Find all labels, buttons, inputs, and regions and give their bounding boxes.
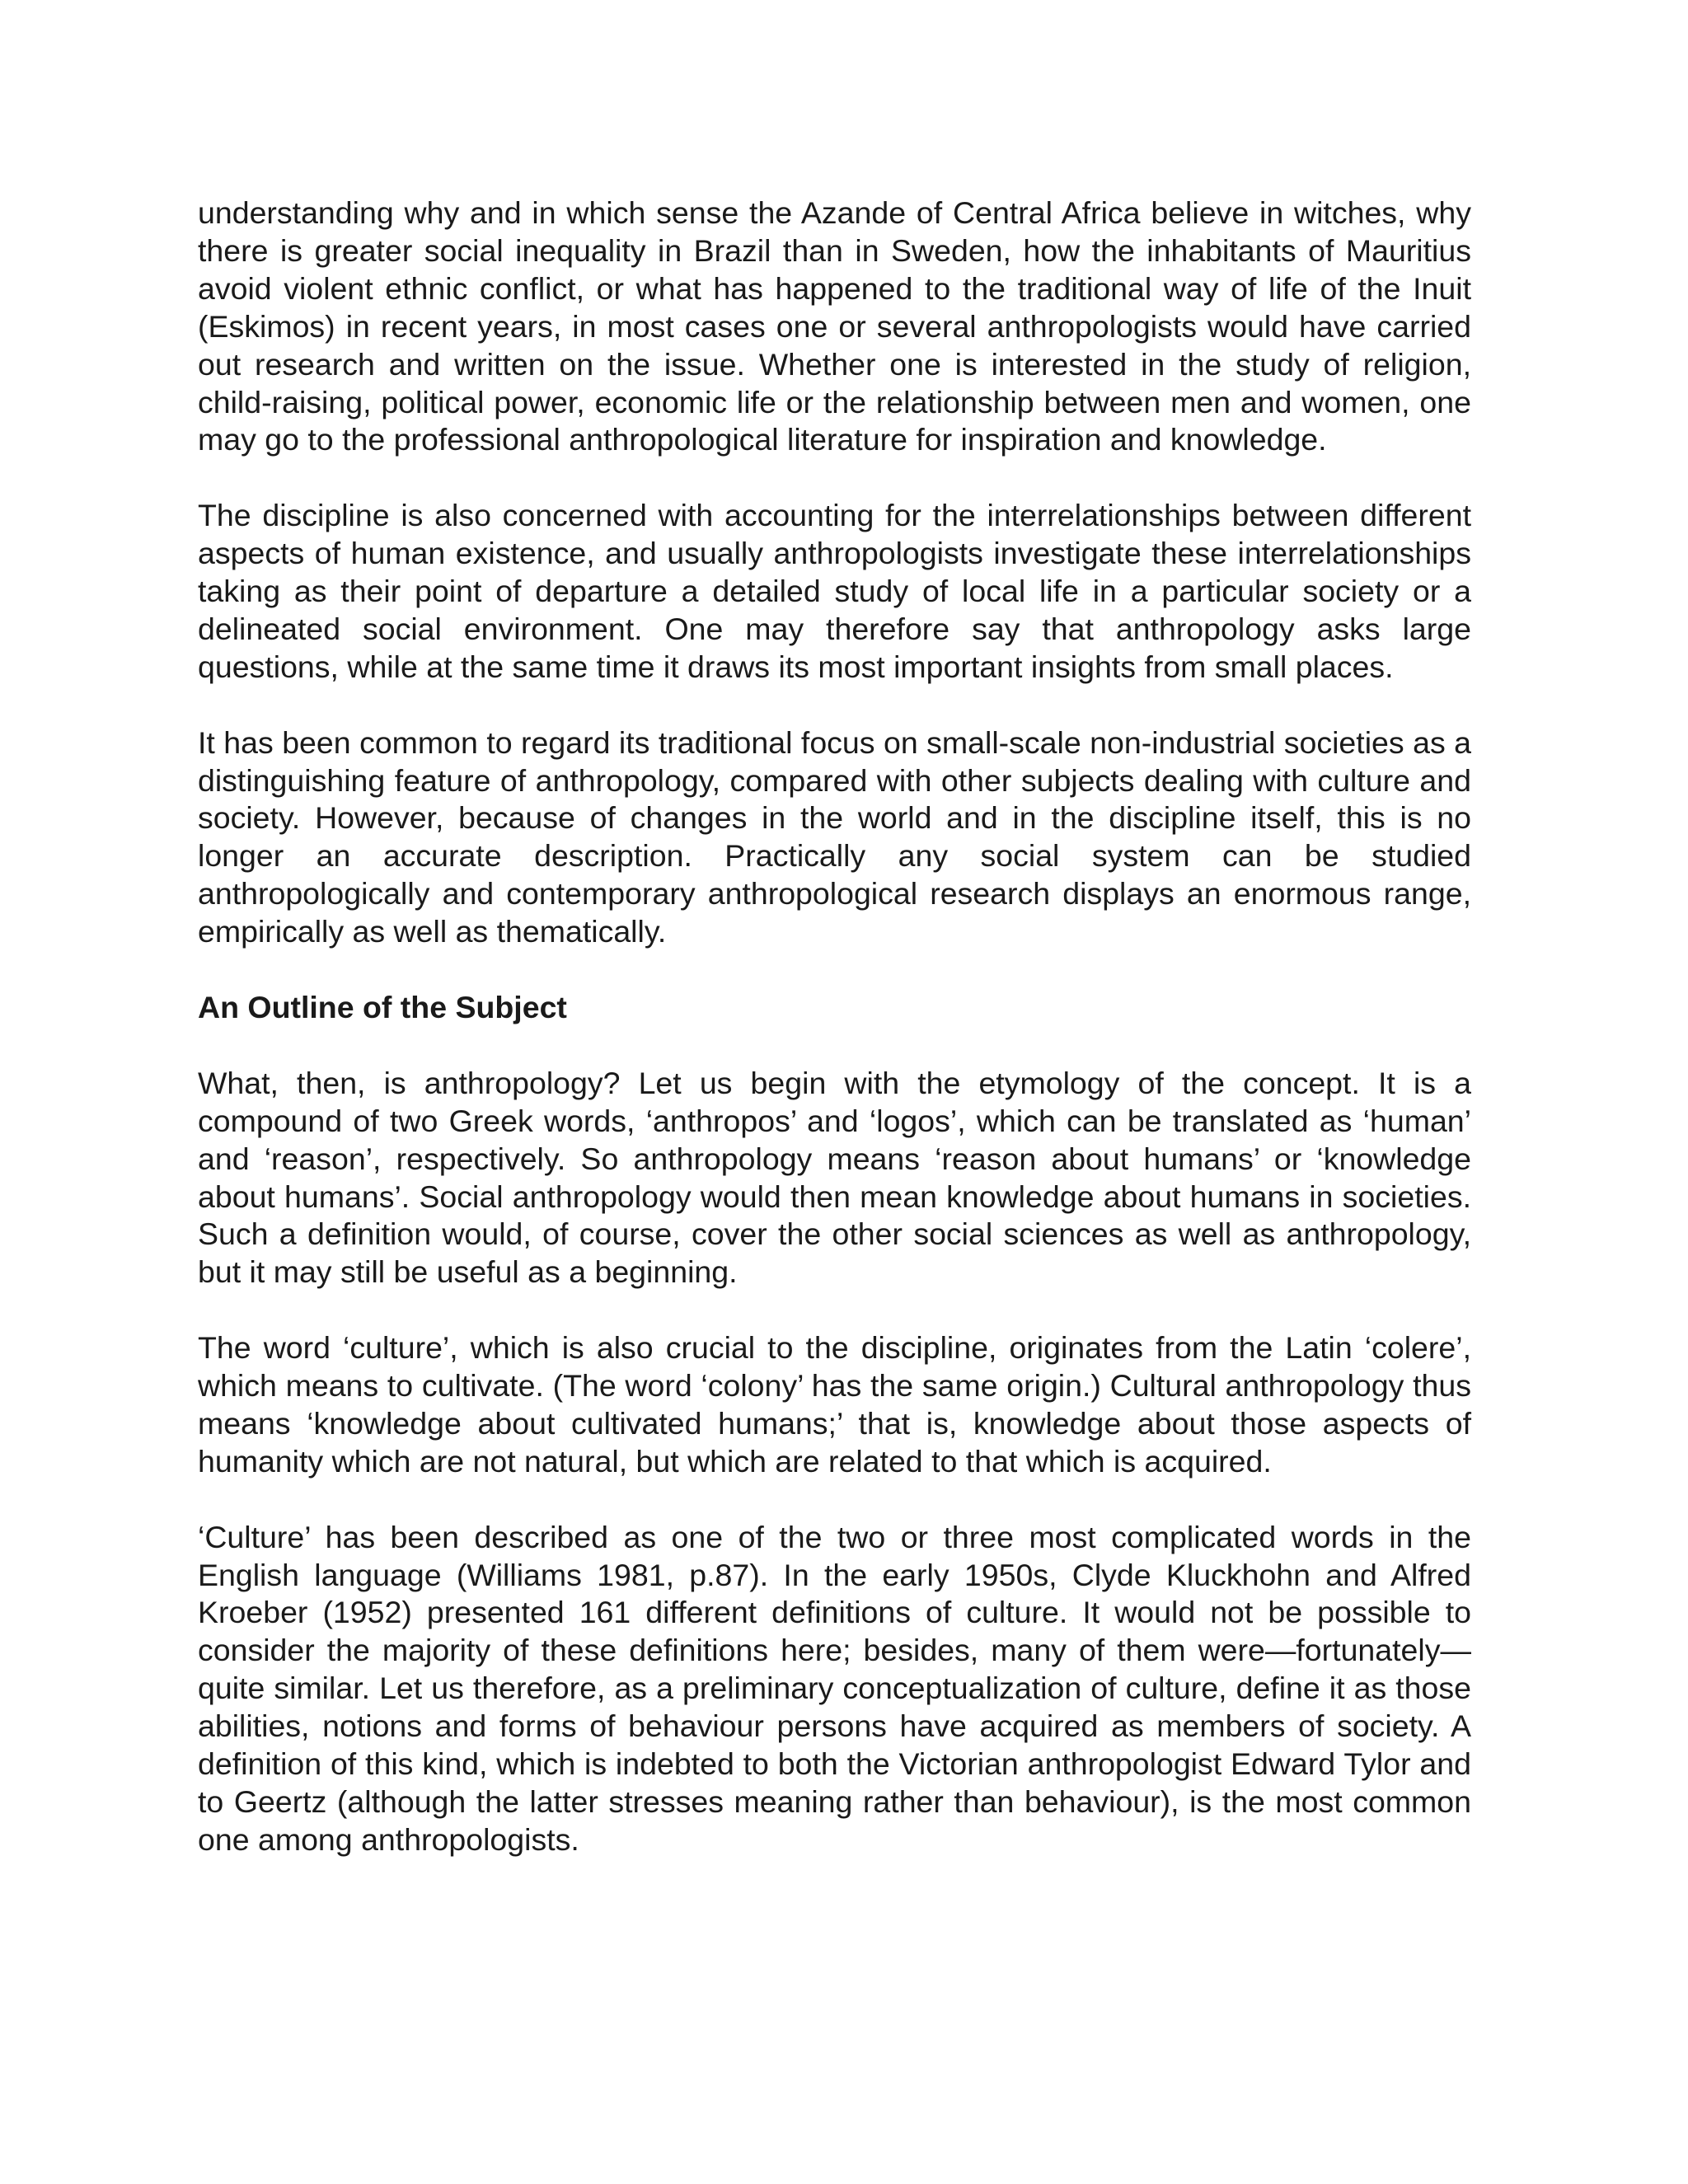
section-heading: An Outline of the Subject	[198, 989, 567, 1024]
paragraph-culture-definition: ‘Culture’ has been described as one of the two or three most complicated words in the English language (Williams 1981, p.87). In the early 1950s, Clyde Kluckhohn and Alfred Kroeber (1952) presented 161 different definitions of culture. It would not be possible to consider the majority of these definitions here; besides, many of them were—fortunately—quite similar. Let us therefore, as a preliminary conceptualization of culture, define it as those abilities, notions and forms of behaviour persons have acquired as members of society. A definition of this kind, which is indebted to both the Victorian anthropologist Edward Tylor and to Geertz (although the latter stresses meaning rather than behaviour), is the most common one among anthropologists.	[198, 1519, 1471, 1857]
paragraph-culture-word: The word ‘culture’, which is also crucial to the discipline, originates from the Latin ‘colere’, which means to cultivate. (The word ‘colony’ has the same origin.) Cultural anthropology thus means ‘knowledge about cultivated humans;’ that is, knowledge about those aspects of humanity which are not natural, but which are related to that which is acquired.	[198, 1330, 1471, 1479]
text-column	[198, 194, 1471, 1897]
paragraph-interrelationships: The discipline is also concerned with accounting for the interrelationships between different aspects of human existence, and usually anthropologists investigate these interrelationships taking as their point of departure a detailed study of local life in a particular society or a delineated social environment. One may therefore say that anthropology asks large questions, while at the same time it draws its most important insights from small places.	[198, 498, 1471, 684]
paragraph-traditional-focus: It has been common to regard its traditional focus on small-scale non-industrial societies as a distinguishing feature of anthropology, compared with other subjects dealing with culture and society. However, because of changes in the world and in the discipline itself, this is no longer an accurate description. Practically any social system can be studied anthropologically and contemporary anthropological research displays an enormous range, empirically as well as thematically.	[198, 724, 1471, 949]
paragraph-anthropological-literature: understanding why and in which sense the Azande of Central Africa believe in witches, why there is greater social inequality in Brazil than in Sweden, how the inhabitants of Mauritius avoid violent ethnic conflict, or what has happened to the traditional way of life of the Inuit (Eskimos) in recent years, in most cases one or several anthropologists would have carried out research and written on the issue. Whether one is interested in the study of religion, child-raising, political power, economic life or the relationship between men and women, one may go to the professional anthropological literature for inspiration and knowledge.	[198, 195, 1471, 457]
paragraph-etymology: What, then, is anthropology? Let us begin with the etymology of the concept. It is a compound of two Greek words, ‘anthropos’ and ‘logos’, which can be translated as ‘human’ and ‘reason’, respectively. So anthropology means ‘reason about humans’ or ‘knowledge about humans’. Social anthropology would then mean knowledge about humans in societies. Such a definition would, of course, cover the other social sciences as well as anthropology, but it may still be useful as a beginning.	[198, 1065, 1471, 1290]
